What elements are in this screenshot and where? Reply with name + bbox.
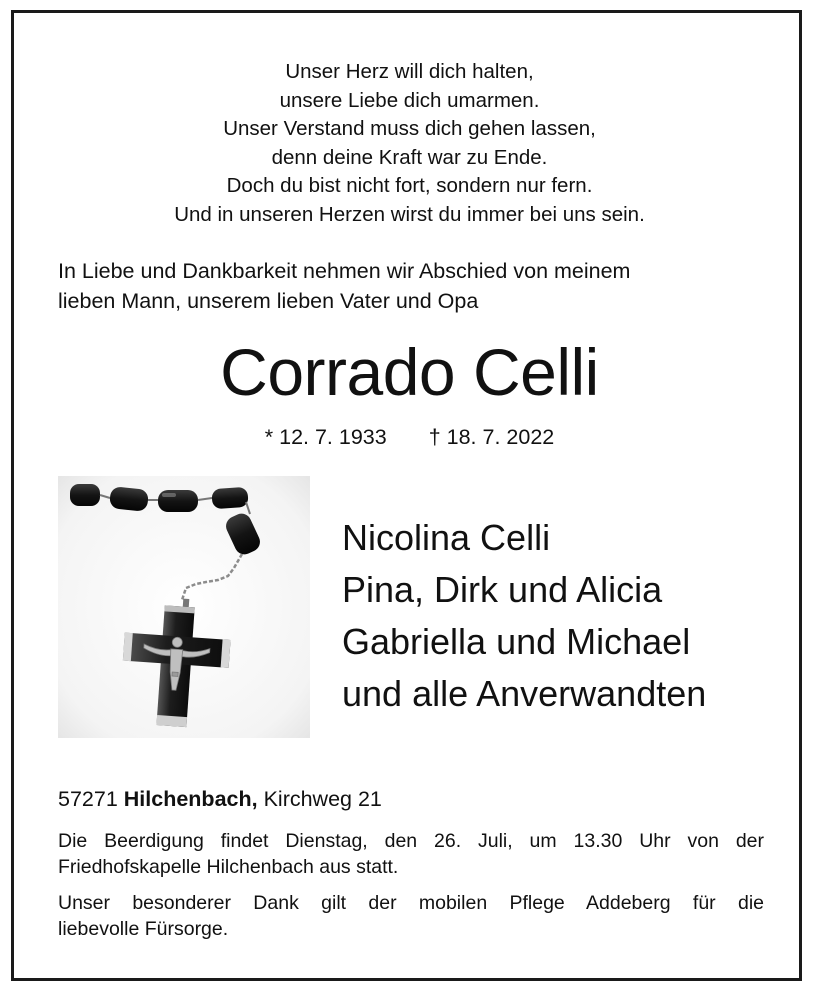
family-member: Nicolina Celli xyxy=(342,517,551,558)
funeral-notice-line: Die Beerdigung findet Dienstag, den 26. Juli, um 13.30 Uhr von der xyxy=(58,830,764,852)
intro-line: In Liebe und Dankbarkeit nehmen wir Abschied von meinem xyxy=(58,259,631,283)
family-member: Pina, Dirk und Alicia xyxy=(342,569,663,610)
thanks-note xyxy=(58,891,764,942)
poem-line: Doch du bist nicht fort, sondern nur fern. xyxy=(226,174,593,197)
family-member: und alle Anverwandten xyxy=(342,673,707,714)
address-line xyxy=(58,785,382,813)
funeral-notice xyxy=(58,829,764,880)
death-date: † 18. 7. 2022 xyxy=(428,425,555,449)
city: Hilchenbach, xyxy=(123,787,258,811)
poem-line: Unser Herz will dich halten, xyxy=(285,60,534,83)
rosary-cross-image xyxy=(58,476,310,738)
poem-line: unsere Liebe dich umarmen. xyxy=(279,88,540,112)
thanks-line: Unser besonderer Dank gilt der mobilen Pflege Addeberg für die xyxy=(58,892,764,914)
poem-line: denn deine Kraft war zu Ende. xyxy=(271,145,548,169)
life-dates xyxy=(0,423,819,451)
poem-line: Und in unseren Herzen wirst du immer bei uns sein. xyxy=(174,202,645,226)
intro-line: lieben Mann, unserem lieben Vater und Opa xyxy=(58,289,479,313)
family-list xyxy=(342,512,706,720)
thanks-line: liebevolle Fürsorge. xyxy=(58,917,229,940)
funeral-notice-line: Friedhofskapelle Hilchenbach aus statt. xyxy=(58,855,399,878)
farewell-intro xyxy=(58,256,770,316)
poem-line: Unser Verstand muss dich gehen lassen, xyxy=(223,117,596,140)
postcode: 57271 xyxy=(58,787,118,811)
family-member: Gabriella und Michael xyxy=(342,621,691,662)
birth-date: * 12. 7. 1933 xyxy=(264,425,387,449)
deceased-name: Corrado Celli xyxy=(220,335,599,409)
memorial-poem xyxy=(0,58,819,229)
street: Kirchweg 21 xyxy=(263,787,382,811)
